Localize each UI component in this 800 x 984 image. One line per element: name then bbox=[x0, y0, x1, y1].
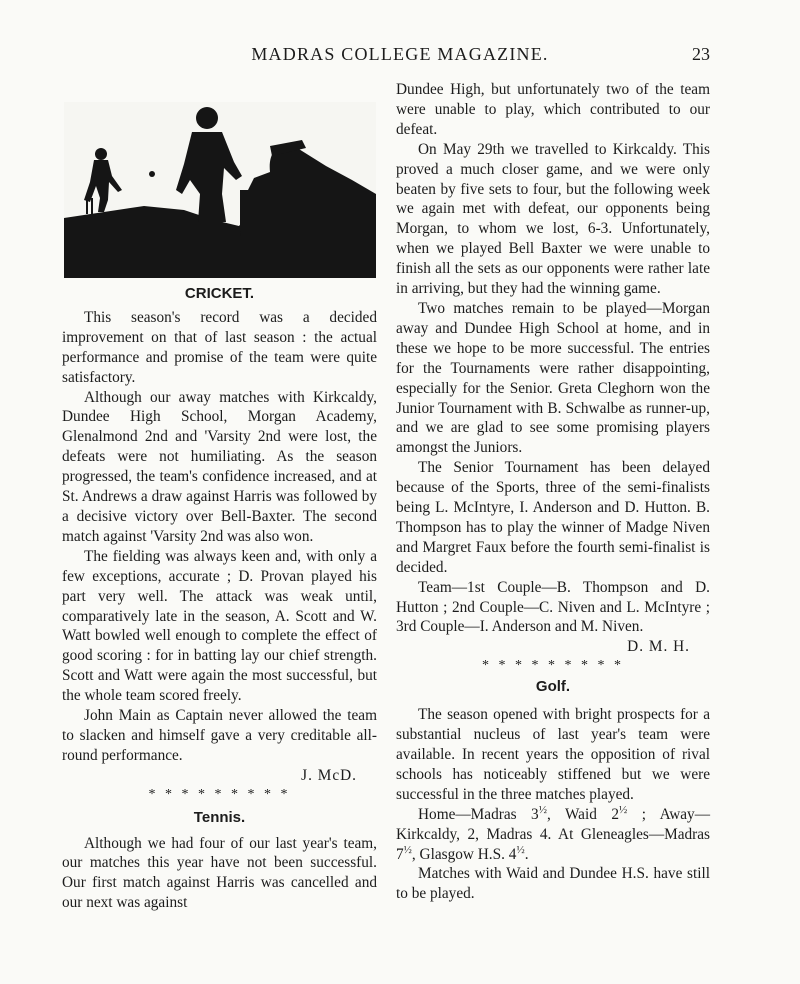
page-number: 23 bbox=[692, 44, 710, 64]
cricket-signature: J. McD. bbox=[301, 766, 357, 784]
page-header-title: MADRAS COLLEGE MAGAZINE. bbox=[251, 44, 549, 64]
tennis-heading: Tennis. bbox=[193, 808, 246, 826]
half-fraction: ½ bbox=[403, 843, 412, 856]
golf-away: ; Away—Kirkcaldy, 2, Madras 4. At Gleneagles—Madras 7 bbox=[396, 805, 711, 863]
golf-waid: , Waid 2 bbox=[546, 805, 619, 823]
golf-home-prefix: Home—Madras 3 bbox=[418, 805, 539, 823]
golf-paragraph: Matches with Waid and Dundee H.S. have still to be played. bbox=[396, 865, 710, 903]
right-column bbox=[396, 80, 710, 904]
cricket-paragraph: Although our away matches with Kirkcaldy, Dundee High School, Morgan Academy, Glenalmond 2nd and 'Varsity 2nd were lost, the defeats were not humiliating. As the season progressed, the team's confidence increased, and at St. Andrews a draw against Harris was followed by a decisive victory over Bell-Baxter. The second match against 'Varsity 2nd was also won. bbox=[62, 388, 377, 545]
golf-paragraph: The season opened with bright prospects for a substantial nucleus of last year's team were available. In recent years the opposition of rival schools has noticeably stiffened but we were successful in the three matches played. bbox=[396, 706, 710, 803]
section-separator: * * * * * * * * * bbox=[148, 786, 291, 802]
golf-glasgow: , Glasgow H.S. 4 bbox=[411, 845, 517, 863]
cricket-paragraph: The fielding was always keen and, with only a few exceptions, accurate ; D. Provan played his part very well. The attack was weak until, comparatively late in the season, A. Scott and W. Watt bowled well enough to complete the effect of good scoring : for in batting lay our chief strength. Scott and Watt were again the most successful, but the whole team scored freely. bbox=[62, 547, 377, 705]
cricket-paragraph: This season's record was a decided improvement on that of last season : the actual performance and promise of the team were quite satisfactory. bbox=[62, 308, 377, 386]
tennis-paragraph: Although we had four of our last year's team, our matches this year have not been successful. Our first match against Harris was cancelled and our next was against bbox=[62, 834, 377, 912]
golf-results bbox=[396, 805, 710, 865]
cricket-silhouette-illustration bbox=[64, 102, 376, 278]
golf-end: . bbox=[524, 845, 529, 863]
tennis-paragraph: Team—1st Couple—B. Thompson and D. Hutton ; 2nd Couple—C. Niven and L. McIntyre ; 3rd Couple—I. Anderson and M. Niven. bbox=[396, 578, 710, 636]
golf-heading: Golf. bbox=[535, 678, 571, 696]
tennis-paragraph-continued: Dundee High, but unfortunately two of the team were unable to play, which contributed to our defeat. bbox=[396, 81, 710, 138]
cricket-paragraph: John Main as Captain never allowed the team to slacken and himself gave a very creditable all-round performance. bbox=[62, 707, 377, 764]
tennis-paragraph: The Senior Tournament has been delayed because of the Sports, three of the semi-finalists being L. McIntyre, I. Anderson and D. Hutton. B. Thompson has to play the winner of Madge Niven and Margret Faux before the fourth semi-finalist is decided. bbox=[396, 459, 710, 576]
tennis-signature: D. M. H. bbox=[627, 638, 690, 656]
tennis-paragraph: On May 29th we travelled to Kirkcaldy. This proved a much closer game, and we were only beaten by five sets to four, but the following week we again met with defeat, our opponents being Morgan, to whom we lost, 6-3. Unfortunately, when we played Bell Baxter we were unable to finish all the sets as our opponents were rather late in arriving, but they had the winning game. bbox=[396, 140, 710, 298]
half-fraction: ½ bbox=[516, 843, 525, 856]
half-fraction: ½ bbox=[618, 803, 628, 816]
tennis-paragraph: Two matches remain to be played—Morgan away and Dundee High School at home, and in these we hope to be more successful. The entries for the Tournaments were rather disappointing, especially for the Senior. Greta Cleghorn won the Junior Tournament with B. Schwalbe as runner-up, and we are glad to see some promising players amongst the Juniors. bbox=[396, 299, 710, 457]
half-fraction: ½ bbox=[538, 803, 547, 816]
section-separator: * * * * * * * * * bbox=[482, 658, 624, 674]
left-column bbox=[62, 78, 377, 913]
cricket-heading: CRICKET. bbox=[184, 285, 255, 302]
